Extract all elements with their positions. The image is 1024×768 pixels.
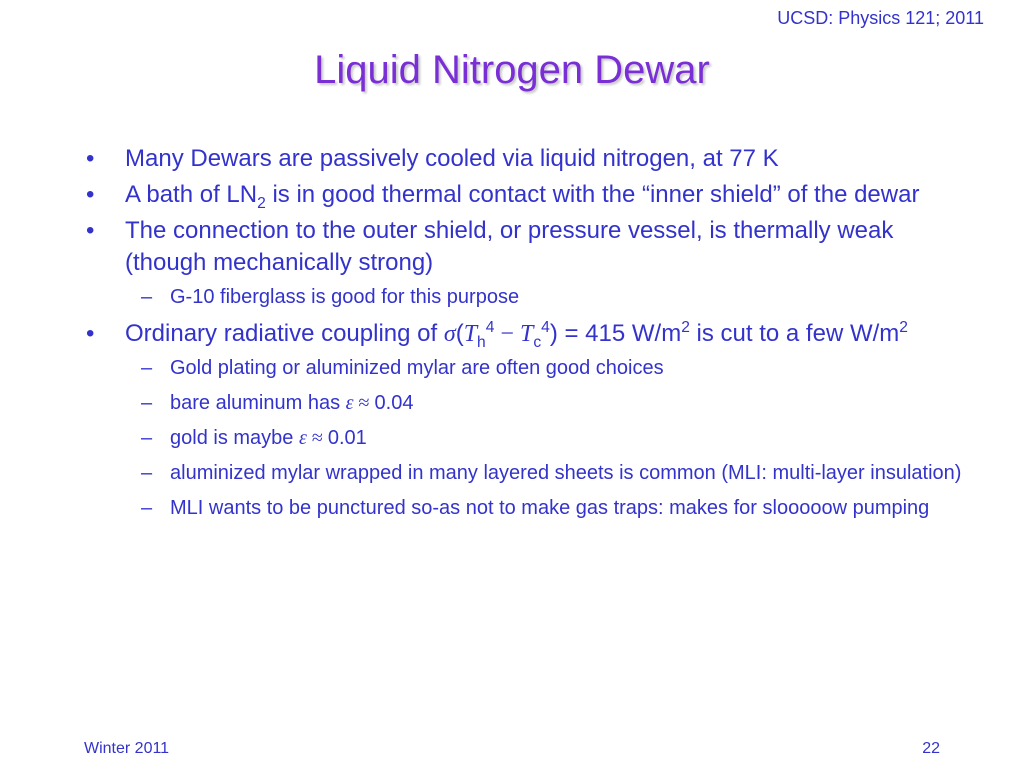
sub-bullet-text: MLI wants to be punctured so-as not to make gas traps: makes for slooooow pumping bbox=[170, 497, 930, 519]
epsilon-symbol: ε bbox=[298, 427, 307, 449]
course-header: UCSD: Physics 121; 2011 bbox=[777, 8, 984, 28]
sub-bullet-item bbox=[84, 459, 964, 488]
sub-bullet-item bbox=[84, 424, 964, 453]
subscript: h bbox=[477, 333, 486, 351]
temperature-symbol: T bbox=[463, 321, 478, 347]
bullet-marker: • bbox=[86, 217, 95, 244]
slide-content bbox=[84, 143, 964, 529]
text-segment: ( bbox=[455, 320, 464, 347]
bullet-marker: • bbox=[86, 145, 95, 172]
text-segment: bare aluminum has bbox=[170, 392, 346, 414]
sub-bullet-text bbox=[170, 392, 413, 414]
sub-bullet-item bbox=[84, 354, 964, 383]
text-segment: is cut to a few W/m bbox=[689, 320, 900, 347]
superscript: 4 bbox=[485, 319, 495, 336]
epsilon-symbol: ε bbox=[345, 392, 354, 414]
text-segment: Ordinary radiative coupling of bbox=[125, 320, 444, 347]
subscript: c bbox=[533, 333, 542, 351]
dash-marker: – bbox=[141, 462, 153, 484]
footer-date: Winter 2011 bbox=[84, 740, 170, 757]
sub-bullet-text: Gold plating or aluminized mylar are often good choices bbox=[170, 357, 664, 379]
approx-symbol: ≈ bbox=[306, 427, 328, 449]
approx-symbol: ≈ bbox=[353, 392, 375, 414]
bullet-text: The connection to the outer shield, or pressure vessel, is thermally weak (though mechanically strong) bbox=[125, 217, 894, 276]
bullet-marker: • bbox=[86, 181, 95, 208]
slide-title: Liquid Nitrogen Dewar bbox=[314, 48, 710, 92]
bullet-text bbox=[125, 181, 920, 212]
sub-bullet-item bbox=[84, 494, 964, 523]
sub-bullet-text bbox=[170, 427, 367, 449]
sub-bullet-item bbox=[84, 283, 964, 312]
bullet-item bbox=[84, 318, 964, 350]
superscript: 2 bbox=[681, 319, 690, 336]
sub-bullet-item bbox=[84, 389, 964, 418]
text-segment: is in good thermal contact with the “inner shield” of the dewar bbox=[265, 181, 920, 208]
dash-marker: – bbox=[141, 357, 153, 379]
minus-sign: − bbox=[494, 321, 520, 347]
bullet-item bbox=[84, 215, 964, 279]
sub-bullet-text: aluminized mylar wrapped in many layered sheets is common (MLI: multi-layer insulation) bbox=[170, 462, 962, 484]
superscript: 2 bbox=[899, 319, 908, 336]
text-segment: ) = 415 W/m bbox=[549, 320, 682, 347]
subscript: 2 bbox=[257, 194, 266, 212]
sigma-symbol: σ bbox=[443, 321, 456, 347]
text-segment: 0.04 bbox=[374, 392, 414, 414]
text-segment: 0.01 bbox=[327, 427, 367, 449]
slide-number: 22 bbox=[922, 740, 940, 757]
bullet-marker: • bbox=[86, 320, 95, 347]
text-segment: A bath of LN bbox=[125, 181, 258, 208]
text-segment: gold is maybe bbox=[170, 427, 299, 449]
dash-marker: – bbox=[141, 392, 153, 414]
temperature-symbol: T bbox=[519, 321, 534, 347]
bullet-text bbox=[125, 319, 908, 351]
superscript: 4 bbox=[541, 319, 550, 336]
bullet-text: Many Dewars are passively cooled via liquid nitrogen, at 77 K bbox=[125, 145, 779, 172]
dash-marker: – bbox=[141, 497, 153, 519]
dash-marker: – bbox=[141, 286, 153, 308]
dash-marker: – bbox=[141, 427, 153, 449]
sub-bullet-text: G-10 fiberglass is good for this purpose bbox=[170, 286, 520, 308]
bullet-item bbox=[84, 143, 964, 175]
bullet-item bbox=[84, 179, 964, 211]
